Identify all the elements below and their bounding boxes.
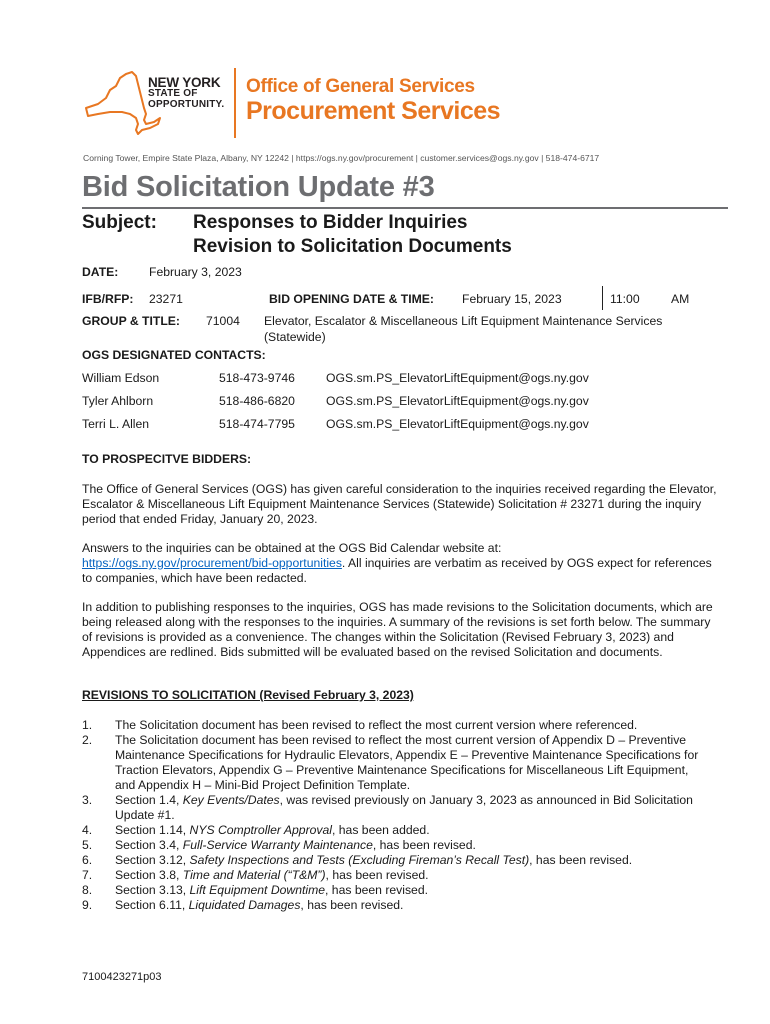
- list-item: [82, 898, 702, 913]
- bid-opportunities-link[interactable]: https://ogs.ny.gov/procurement/bid-opportunities: [82, 556, 342, 570]
- revisions-heading: REVISIONS TO SOLICITATION (Revised February 3, 2023): [82, 688, 414, 702]
- contact-name: William Edson: [82, 371, 160, 385]
- item-text-em: Safety Inspections and Tests (Excluding Fireman’s Recall Test): [189, 853, 530, 867]
- contact-name: Tyler Ahlborn: [82, 394, 154, 408]
- list-item-text: [115, 868, 702, 883]
- list-item-number: 5.: [82, 838, 93, 852]
- group-label: GROUP & TITLE:: [82, 314, 180, 328]
- contact-name: Terri L. Allen: [82, 417, 150, 431]
- paragraph-inquiries: The Office of General Services (OGS) has given careful consideration to the inquiries received regarding the Elevator, Escalator & Miscellaneous Lift Equipment Maintenance Services (Statewide) Solicitation # 23271 during the inquiry period that ended Friday, January 20, 2023.: [82, 482, 717, 526]
- list-item: [82, 718, 702, 733]
- date-value: February 3, 2023: [149, 265, 242, 279]
- contact-line: Corning Tower, Empire State Plaza, Albany, NY 12242 | https://ogs.ny.gov/procurement | customer.services@ogs.ny.gov | 518-474-6717: [83, 153, 600, 163]
- item-text-pre: Section 3.13,: [115, 883, 190, 897]
- item-text-pre: The Solicitation document has been revised to reflect the most current version of Appendix D – Preventive Maintenance Specifications for Hydraulic Elevators, Appendix E – Preventive Maintenance Specifications for Traction Elevators, Appendix G – Preventive Maintenance Specifications for Miscellaneous Lift Equipment, and Appendix H – Mini-Bid Project Definition Template.: [115, 733, 699, 792]
- list-item: [82, 733, 702, 793]
- list-item-text: [115, 853, 702, 868]
- bid-opening-date: February 15, 2023: [462, 292, 562, 306]
- item-text-post: , has been revised.: [325, 868, 429, 882]
- item-text-post: , has been revised.: [372, 838, 476, 852]
- list-item: [82, 793, 702, 823]
- answers-continuation: [82, 556, 722, 586]
- contacts-heading: OGS DESIGNATED CONTACTS:: [82, 348, 266, 362]
- answers-intro: Answers to the inquiries can be obtained at the OGS Bid Calendar website at:: [82, 541, 502, 555]
- bid-time-divider: [602, 286, 603, 310]
- brand-line1: NEW YORK: [148, 75, 221, 90]
- item-text-em: NYS Comptroller Approval: [189, 823, 332, 837]
- list-item-number: 1.: [82, 718, 93, 732]
- list-item-number: 3.: [82, 793, 93, 807]
- item-text-em: Lift Equipment Downtime: [189, 883, 326, 897]
- item-text-pre: Section 3.4,: [115, 838, 183, 852]
- item-text-post: , has been revised.: [529, 853, 633, 867]
- list-item-text: [115, 898, 702, 913]
- bid-opening-ampm: AM: [671, 292, 690, 306]
- revisions-list: [82, 718, 702, 913]
- ifb-label: IFB/RFP:: [82, 292, 134, 306]
- subject-label: Subject:: [82, 212, 157, 233]
- item-text-pre: Section 6.11,: [115, 898, 189, 912]
- paragraph-answers: [82, 541, 722, 586]
- list-item-text: [115, 733, 702, 793]
- contact-email[interactable]: OGS.sm.PS_ElevatorLiftEquipment@ogs.ny.gov: [326, 371, 589, 385]
- ifb-value: 23271: [149, 292, 183, 306]
- list-item-text: [115, 793, 702, 823]
- item-text-em: Time and Material (“T&M”): [182, 868, 326, 882]
- bid-opening-time: 11:00: [610, 292, 640, 306]
- group-number: 71004: [206, 314, 240, 328]
- footer-code: 7100423271p03: [82, 971, 162, 983]
- list-item: [82, 883, 702, 898]
- date-label: DATE:: [82, 265, 119, 279]
- contact-email[interactable]: OGS.sm.PS_ElevatorLiftEquipment@ogs.ny.gov: [326, 394, 589, 408]
- list-item: [82, 853, 702, 868]
- office-title: Office of General Services: [246, 76, 475, 97]
- group-title-line2: (Statewide): [264, 330, 326, 344]
- bid-opening-label: BID OPENING DATE & TIME:: [269, 292, 434, 306]
- item-text-post: , has been added.: [332, 823, 430, 837]
- list-item-number: 7.: [82, 868, 93, 882]
- item-text-pre: Section 1.4,: [115, 793, 183, 807]
- office-subtitle: Procurement Services: [246, 97, 501, 125]
- nys-brand-logo: [148, 77, 224, 110]
- group-title-line1: Elevator, Escalator & Miscellaneous Lift Equipment Maintenance Services: [264, 314, 663, 328]
- item-text-post: , has been revised.: [300, 898, 404, 912]
- brand-line3: OPPORTUNITY.: [148, 99, 225, 110]
- list-item: [82, 868, 702, 883]
- item-text-em: Liquidated Damages: [188, 898, 301, 912]
- brand-divider: [234, 68, 236, 138]
- title-divider: [82, 207, 728, 209]
- paragraph-revisions-intro: In addition to publishing responses to the inquiries, OGS has made revisions to the Solicitation documents, which are being released along with the responses to the inquiries. A summary of the revisions is set forth below. The summary of revisions is provided as a convenience. The changes within the Solicitation (Revised February 3, 2023) and Appendices are redlined. Bids submitted will be evaluated based on the revised Solicitation and documents.: [82, 600, 713, 659]
- answers-rest: . All inquiries are verbatim as received by OGS expect for references to companies, which have been redacted.: [82, 556, 712, 585]
- item-text-pre: Section 1.14,: [115, 823, 190, 837]
- brand-line2: STATE OF: [148, 88, 198, 99]
- list-item-number: 4.: [82, 823, 93, 837]
- contact-email[interactable]: OGS.sm.PS_ElevatorLiftEquipment@ogs.ny.gov: [326, 417, 589, 431]
- letterhead: [80, 62, 540, 142]
- list-item-number: 6.: [82, 853, 93, 867]
- subject-line1: Responses to Bidder Inquiries: [193, 212, 468, 233]
- item-text-post: , was revised previously on January 3, 2023 as announced in Bid Solicitation Update #1.: [115, 793, 693, 822]
- list-item-number: 2.: [82, 733, 93, 747]
- item-text-em: Key Events/Dates: [182, 793, 280, 807]
- list-item-text: [115, 823, 702, 838]
- list-item: [82, 823, 702, 838]
- item-text-pre: The Solicitation document has been revised to reflect the most current version where referenced.: [115, 718, 638, 732]
- item-text-pre: Section 3.8,: [115, 868, 183, 882]
- list-item-text: [115, 883, 702, 898]
- item-text-em: Full-Service Warranty Maintenance: [182, 838, 373, 852]
- item-text-pre: Section 3.12,: [115, 853, 190, 867]
- to-bidders-heading: TO PROSPECITVE BIDDERS:: [82, 452, 252, 466]
- contact-phone: 518-473-9746: [219, 371, 295, 385]
- page-title: Bid Solicitation Update #3: [82, 171, 435, 203]
- list-item: [82, 838, 702, 853]
- contact-phone: 518-486-6820: [219, 394, 295, 408]
- list-item-text: [115, 838, 702, 853]
- list-item-number: 9.: [82, 898, 93, 912]
- list-item-number: 8.: [82, 883, 93, 897]
- subject-line2: Revision to Solicitation Documents: [193, 236, 512, 257]
- contact-phone: 518-474-7795: [219, 417, 295, 431]
- list-item-text: [115, 718, 702, 733]
- item-text-post: , has been revised.: [325, 883, 428, 897]
